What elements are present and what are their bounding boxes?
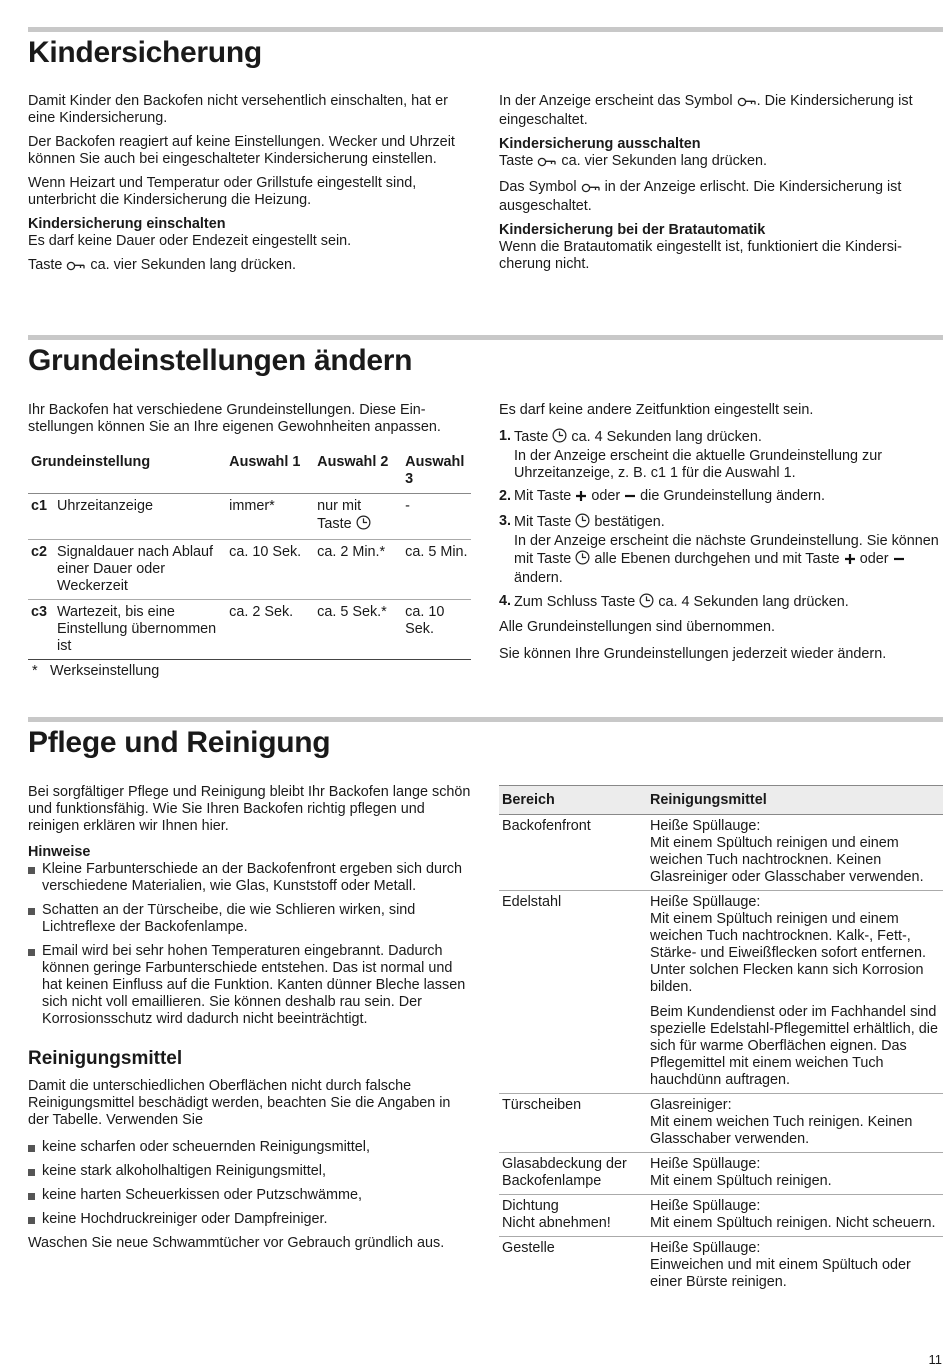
text: nur mit Taste bbox=[317, 498, 362, 532]
minus-icon bbox=[893, 553, 905, 570]
area-cell: Türscheiben bbox=[499, 1094, 647, 1153]
grundeinstellungen-table bbox=[28, 448, 471, 660]
text: In der Anzeige erscheint das Symbol bbox=[499, 93, 733, 109]
key-icon bbox=[537, 155, 557, 172]
cleaning-cell bbox=[647, 1094, 943, 1153]
list-item bbox=[28, 861, 473, 895]
table-row bbox=[499, 1195, 943, 1237]
list-item bbox=[28, 943, 473, 1028]
paragraph: Wenn die Bratautomatik eingestellt ist, funktioniert die Kindersicherung nicht. bbox=[499, 239, 902, 272]
cell bbox=[314, 494, 402, 540]
area-cell: Edelstahl bbox=[499, 891, 647, 1094]
list-item bbox=[28, 1139, 473, 1156]
bullet-square-icon bbox=[28, 1145, 35, 1152]
cell: ca. 10 Sek. bbox=[226, 540, 314, 600]
paragraph bbox=[499, 153, 944, 172]
area-cell: Glasabdeckung der Backofenlampe bbox=[499, 1153, 647, 1195]
steps-list bbox=[499, 428, 944, 613]
text: keine Hochdruckreiniger oder Dampfreiniger. bbox=[42, 1211, 328, 1227]
key-icon bbox=[737, 95, 757, 112]
text: Kleine Farbunterschiede an der Backofenfront ergeben sich durch verschiedene Materialien, wie Glas, Kunststoff oder Metall. bbox=[42, 861, 462, 894]
cleaning-text: Heiße Spüllauge: Mit einem Spültuch reinigen. bbox=[650, 1156, 832, 1189]
step bbox=[499, 488, 944, 507]
text: alle Ebenen durchgehen und mit Taste bbox=[594, 551, 840, 567]
setting-code: c1 bbox=[28, 494, 54, 540]
text: ändern. bbox=[514, 570, 563, 586]
grundeinstellungen-right-column bbox=[499, 402, 944, 670]
paragraph: Bei sorgfältiger Pflege und Reinigung bleibt Ihr Backofen lange schön und funktionsfähig. Wie Sie Ihren Backofen richtig pflegen und reinigen erklären wir Ihnen hier. bbox=[28, 784, 471, 834]
hinweise-list bbox=[28, 861, 473, 1028]
paragraph: Alle Grundeinstellungen sind übernommen. bbox=[499, 619, 775, 635]
table-row bbox=[28, 494, 471, 540]
setting-code: c2 bbox=[28, 540, 54, 600]
text: keine stark alkoholhaltigen Reinigungsmittel, bbox=[42, 1163, 326, 1179]
pflege-left-column bbox=[28, 784, 473, 1259]
paragraph: Es darf keine andere Zeitfunktion eingestellt sein. bbox=[499, 402, 814, 418]
table-row bbox=[28, 600, 471, 660]
step bbox=[499, 593, 944, 613]
text: ca. vier Sekunden lang drücken. bbox=[90, 257, 296, 273]
text: Mit Taste bbox=[514, 514, 572, 530]
table-row bbox=[499, 1153, 943, 1195]
table-row bbox=[499, 815, 943, 891]
step-number: 1. bbox=[499, 428, 512, 444]
column-header: Auswahl 2 bbox=[314, 448, 402, 494]
list-item bbox=[28, 1163, 473, 1180]
step bbox=[499, 513, 944, 587]
cleaning-text: Heiße Spüllauge: Mit einem Spültuch reinigen und einem weichen Tuch nachtrocknen. Kalk-, Fett-, Stärke- und Eiweißflecken sofort entfernen. Unter solchen Flecken kann sich Korrosion bilden. bbox=[650, 894, 926, 995]
cell: ca. 2 Sek. bbox=[226, 600, 314, 660]
section-title-grundeinstellungen: Grundeinstellungen ändern bbox=[28, 344, 413, 377]
clock-icon bbox=[552, 428, 567, 448]
paragraph: Ihr Backofen hat verschiedene Grundeinstellungen. Diese Einstellungen können Sie an Ihre eigenen Gewohnheiten anpassen. bbox=[28, 402, 441, 435]
text: oder bbox=[859, 551, 889, 567]
area-cell: Gestelle bbox=[502, 1240, 555, 1256]
table-row bbox=[499, 1094, 943, 1153]
text: Taste bbox=[514, 429, 549, 445]
setting-name: Signaldauer nach Ablauf einer Dauer oder Weckerzeit bbox=[54, 540, 226, 600]
text: in der Anzeige erlischt. Die Kindersicherung ist ausgeschaltet. bbox=[499, 179, 902, 214]
paragraph: Es darf keine Dauer oder Endezeit eingestellt sein. bbox=[28, 233, 352, 249]
paragraph bbox=[499, 93, 944, 129]
bullet-square-icon bbox=[28, 1169, 35, 1176]
text: Taste bbox=[499, 153, 534, 169]
step-number: 4. bbox=[499, 593, 512, 609]
bullet-square-icon bbox=[28, 1217, 35, 1224]
subheading-bratautomatik: Kindersicherung bei der Bratautomatik bbox=[499, 222, 766, 238]
column-header: Grundeinstellung bbox=[28, 448, 226, 494]
subheading-reinigungsmittel: Reinigungsmittel bbox=[28, 1048, 183, 1069]
list-item bbox=[28, 1211, 473, 1228]
cleaning-cell bbox=[647, 1237, 943, 1296]
column-header: Bereich bbox=[499, 786, 647, 815]
setting-name: Wartezeit, bis eine Einstellung übernommen ist bbox=[54, 600, 226, 660]
cell: ca. 10 Sek. bbox=[402, 600, 471, 660]
text: Schatten an der Türscheibe, die wie Schlieren wirken, sind Lichtreflexe der Backofenlampe. bbox=[42, 902, 416, 935]
clock-icon bbox=[639, 593, 654, 613]
text: keine harten Scheuerkissen oder Putzschwämme, bbox=[42, 1187, 362, 1203]
cleaning-text: Heiße Spüllauge: Einweichen und mit einem Spültuch oder einer Bürste reinigen. bbox=[650, 1240, 911, 1290]
cell: - bbox=[402, 494, 471, 540]
text: In der Anzeige erscheint die nächste Grundeinstellung. Sie können mit Taste bbox=[514, 533, 939, 567]
paragraph: Wenn Heizart und Temperatur oder Grillstufe eingestellt sind, unterbricht die Kindersicherung die Heizung. bbox=[28, 175, 417, 208]
list-item bbox=[28, 1187, 473, 1204]
page-number: 11 bbox=[928, 1352, 942, 1367]
cleaning-text: Glasreiniger: Mit einem weichen Tuch reinigen. Keinen Glasschaber verwenden. bbox=[650, 1097, 913, 1147]
text: keine scharfen oder scheuernden Reinigungsmittel, bbox=[42, 1139, 370, 1155]
cleaning-text: Heiße Spüllauge: Mit einem Spültuch reinigen. Nicht scheuern. bbox=[650, 1198, 936, 1231]
kindersicherung-right-column bbox=[499, 93, 944, 280]
section-title-kindersicherung: Kindersicherung bbox=[28, 36, 262, 69]
setting-name: Uhrzeitanzeige bbox=[54, 494, 226, 540]
cell: ca. 2 Min.* bbox=[314, 540, 402, 600]
table-row bbox=[499, 891, 943, 1094]
text: die Grundeinstellung ändern. bbox=[640, 488, 825, 504]
text: . Die Kindersicherung ist eingeschaltet. bbox=[499, 93, 913, 128]
footnote-text: Werkseinstellung bbox=[50, 663, 160, 679]
bullet-square-icon bbox=[28, 908, 35, 915]
reinigung-table-body bbox=[499, 815, 943, 1296]
footnote-mark: * bbox=[32, 663, 38, 679]
column-header: Auswahl 1 bbox=[226, 448, 314, 494]
clock-icon bbox=[575, 513, 590, 533]
section-title-pflege: Pflege und Reinigung bbox=[28, 726, 331, 759]
text: bestätigen. bbox=[594, 514, 665, 530]
paragraph bbox=[28, 257, 473, 276]
setting-code: c3 bbox=[28, 600, 54, 660]
bullet-square-icon bbox=[28, 1193, 35, 1200]
text: Mit Taste bbox=[514, 488, 572, 504]
list-item bbox=[28, 902, 473, 936]
column-header: Reinigungsmittel bbox=[647, 786, 943, 815]
step-detail: In der Anzeige erscheint die aktuelle Grundeinstellung zur Uhrzeitanzeige, z. B. c1 1 für die Auswahl 1. bbox=[514, 448, 882, 481]
plus-icon bbox=[575, 490, 587, 507]
cleaning-cell bbox=[647, 891, 943, 1094]
cell: immer* bbox=[226, 494, 314, 540]
kindersicherung-left-column bbox=[28, 93, 473, 283]
subheading-einschalten: Kindersicherung einschalten bbox=[28, 216, 226, 232]
cleaning-text: Beim Kundendienst oder im Fachhandel sind spezielle Edelstahl-Pflegemittel erhältlich, die sich für warme Oberflächen eignen. Das Pflegemittel mit einem weichen Tuch hauchdünn auftragen. bbox=[650, 1004, 938, 1088]
cleaning-text: Heiße Spüllauge: Mit einem Spültuch reinigen und einem weichen Tuch nachtrocknen. Keinen Glasreiniger oder Glasschaber verwenden. bbox=[650, 818, 924, 885]
subheading-ausschalten: Kindersicherung ausschalten bbox=[499, 136, 701, 152]
subheading-hinweise: Hinweise bbox=[28, 844, 91, 860]
bullet-square-icon bbox=[28, 949, 35, 956]
area-cell: Backofenfront bbox=[499, 815, 647, 891]
paragraph: Damit Kinder den Backofen nicht versehentlich einschalten, hat er eine Kindersicherung. bbox=[28, 93, 448, 126]
key-icon bbox=[66, 259, 86, 276]
column-header: Auswahl 3 bbox=[402, 448, 471, 494]
cell: ca. 5 Sek.* bbox=[314, 600, 402, 660]
minus-icon bbox=[624, 490, 636, 507]
paragraph: Damit die unterschiedlichen Oberflächen nicht durch falsche Reinigungsmittel beschädigt werden, beachten Sie die Angaben in der Tabelle. Verwenden Sie bbox=[28, 1078, 451, 1128]
cleaning-cell bbox=[647, 1195, 943, 1237]
cell: ca. 5 Min. bbox=[402, 540, 471, 600]
paragraph: Sie können Ihre Grundeinstellungen jederzeit wieder ändern. bbox=[499, 646, 887, 662]
grundeinstellungen-left-column bbox=[28, 402, 473, 680]
reinigung-table bbox=[499, 785, 943, 1295]
section-rule bbox=[28, 335, 943, 340]
text: ca. vier Sekunden lang drücken. bbox=[561, 153, 767, 169]
bullet-square-icon bbox=[28, 867, 35, 874]
paragraph bbox=[499, 179, 944, 215]
section-rule bbox=[28, 717, 943, 722]
clock-icon bbox=[356, 515, 371, 535]
text: oder bbox=[591, 488, 621, 504]
step-number: 3. bbox=[499, 513, 512, 529]
step-number: 2. bbox=[499, 488, 512, 504]
text: Das Symbol bbox=[499, 179, 577, 195]
step bbox=[499, 428, 944, 482]
text: ca. 4 Sekunden lang drücken. bbox=[571, 429, 762, 445]
text: ca. 4 Sekunden lang drücken. bbox=[658, 594, 849, 610]
text: Zum Schluss Taste bbox=[514, 594, 636, 610]
paragraph: Der Backofen reagiert auf keine Einstellungen. Wecker und Uhrzeit können Sie auch bei eingeschalteter Kindersicherung einstellen. bbox=[28, 134, 455, 167]
pflege-right-column bbox=[499, 785, 943, 1295]
area-cell: Dichtung Nicht abnehmen! bbox=[499, 1195, 647, 1237]
text: Taste bbox=[28, 257, 63, 273]
avoid-list bbox=[28, 1139, 473, 1228]
table-row bbox=[28, 540, 471, 600]
paragraph: Waschen Sie neue Schwammtücher vor Gebrauch gründlich aus. bbox=[28, 1235, 445, 1251]
table-row bbox=[499, 1237, 943, 1296]
plus-icon bbox=[844, 553, 856, 570]
step-detail bbox=[514, 533, 944, 587]
clock-icon bbox=[575, 550, 590, 570]
cleaning-cell bbox=[647, 815, 943, 891]
table-footnote bbox=[28, 663, 473, 680]
cleaning-cell bbox=[647, 1153, 943, 1195]
text: Email wird bei sehr hohen Temperaturen eingebrannt. Dadurch können geringe Farbunterschiede entstehen. Das ist normal und hat keinen Einfluss auf die Funktion. Kanten dünner Bleche lassen sich nicht voll emaillieren. Sie können deshalb rau sein. Der Korrosionsschutz wird dadurch nicht beeinträchtigt. bbox=[42, 943, 466, 1027]
key-icon bbox=[581, 181, 601, 198]
section-rule bbox=[28, 27, 943, 32]
